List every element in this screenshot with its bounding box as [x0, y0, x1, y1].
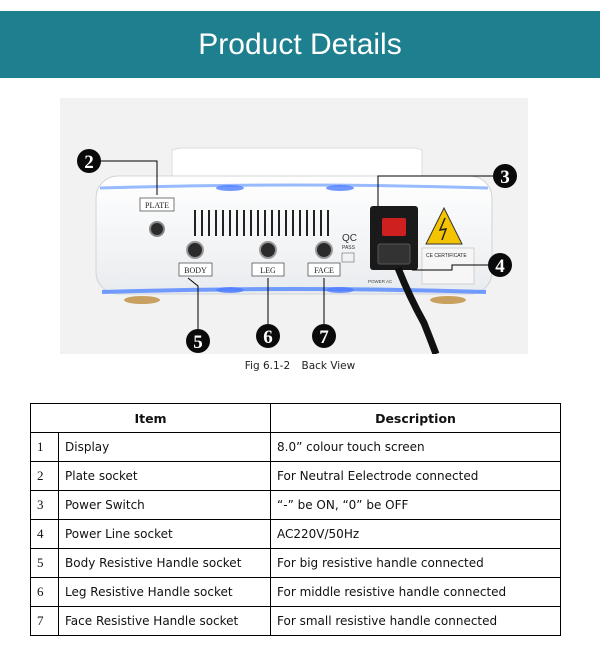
row-number: 3 [31, 491, 59, 520]
leg-socket [260, 242, 276, 258]
svg-text:3: 3 [500, 167, 510, 188]
row-item: Leg Resistive Handle socket [59, 578, 271, 607]
table-row [31, 520, 561, 549]
led-glow [326, 185, 354, 191]
callout-badge-7 [312, 324, 336, 348]
table-row [31, 578, 561, 607]
row-number: 4 [31, 520, 59, 549]
figure-caption [0, 360, 600, 372]
callout-badge-6 [256, 324, 280, 348]
device-back-view-photo [60, 98, 528, 354]
item-column-header: Item [31, 404, 271, 433]
row-description: For big resistive handle connected [271, 549, 561, 578]
face-label: FACE [314, 266, 334, 275]
certificate-label: CE CERTIFICATE [426, 253, 467, 259]
row-description: For middle resistive handle connected [271, 578, 561, 607]
row-description: 8.0” colour touch screen [271, 433, 561, 462]
table-row [31, 607, 561, 636]
body-label: BODY [184, 266, 207, 275]
row-number: 2 [31, 462, 59, 491]
row-item: Power Line socket [59, 520, 271, 549]
row-description: AC220V/50Hz [271, 520, 561, 549]
row-item: Display [59, 433, 271, 462]
header-banner [0, 11, 600, 78]
device-foot [124, 296, 160, 304]
row-description: For small resistive handle connected [271, 607, 561, 636]
table-row [31, 491, 561, 520]
row-number: 5 [31, 549, 59, 578]
table-row [31, 433, 561, 462]
row-description: For Neutral Eelectrode connected [271, 462, 561, 491]
callout-badge-3 [493, 164, 517, 188]
power-ac-label: POWER AC [368, 279, 393, 284]
plate-label: PLATE [145, 201, 169, 210]
row-item: Face Resistive Handle socket [59, 607, 271, 636]
callout-badge-5 [186, 329, 210, 353]
power-switch [382, 218, 406, 236]
description-column-header: Description [271, 404, 561, 433]
figure-number: Fig 6.1-2 [244, 360, 291, 372]
row-number: 7 [31, 607, 59, 636]
row-item: Body Resistive Handle socket [59, 549, 271, 578]
table-row [31, 462, 561, 491]
led-glow [216, 287, 244, 293]
row-item: Plate socket [59, 462, 271, 491]
svg-text:2: 2 [84, 152, 94, 173]
power-inlet [378, 244, 410, 264]
callout-badge-4 [488, 253, 512, 277]
table-row [31, 549, 561, 578]
led-glow [216, 185, 244, 191]
svg-text:4: 4 [495, 256, 505, 277]
svg-text:7: 7 [319, 327, 329, 348]
figure-caption-text: Back View [301, 360, 356, 372]
callout-badge-2 [77, 149, 101, 173]
led-glow [326, 287, 354, 293]
device-foot [430, 296, 466, 304]
svg-text:6: 6 [263, 327, 273, 348]
pass-mark: PASS [342, 245, 355, 251]
face-socket [316, 242, 332, 258]
row-number: 6 [31, 578, 59, 607]
qc-mark: QC [342, 233, 357, 244]
body-socket [187, 242, 203, 258]
table-header-row [31, 404, 561, 433]
plate-socket [150, 222, 164, 236]
row-description: “-” be ON, “0” be OFF [271, 491, 561, 520]
row-item: Power Switch [59, 491, 271, 520]
svg-text:5: 5 [193, 332, 203, 353]
row-number: 1 [31, 433, 59, 462]
page-title: Product Details [198, 27, 402, 61]
product-details-table [30, 403, 561, 636]
leg-label: LEG [260, 266, 276, 275]
